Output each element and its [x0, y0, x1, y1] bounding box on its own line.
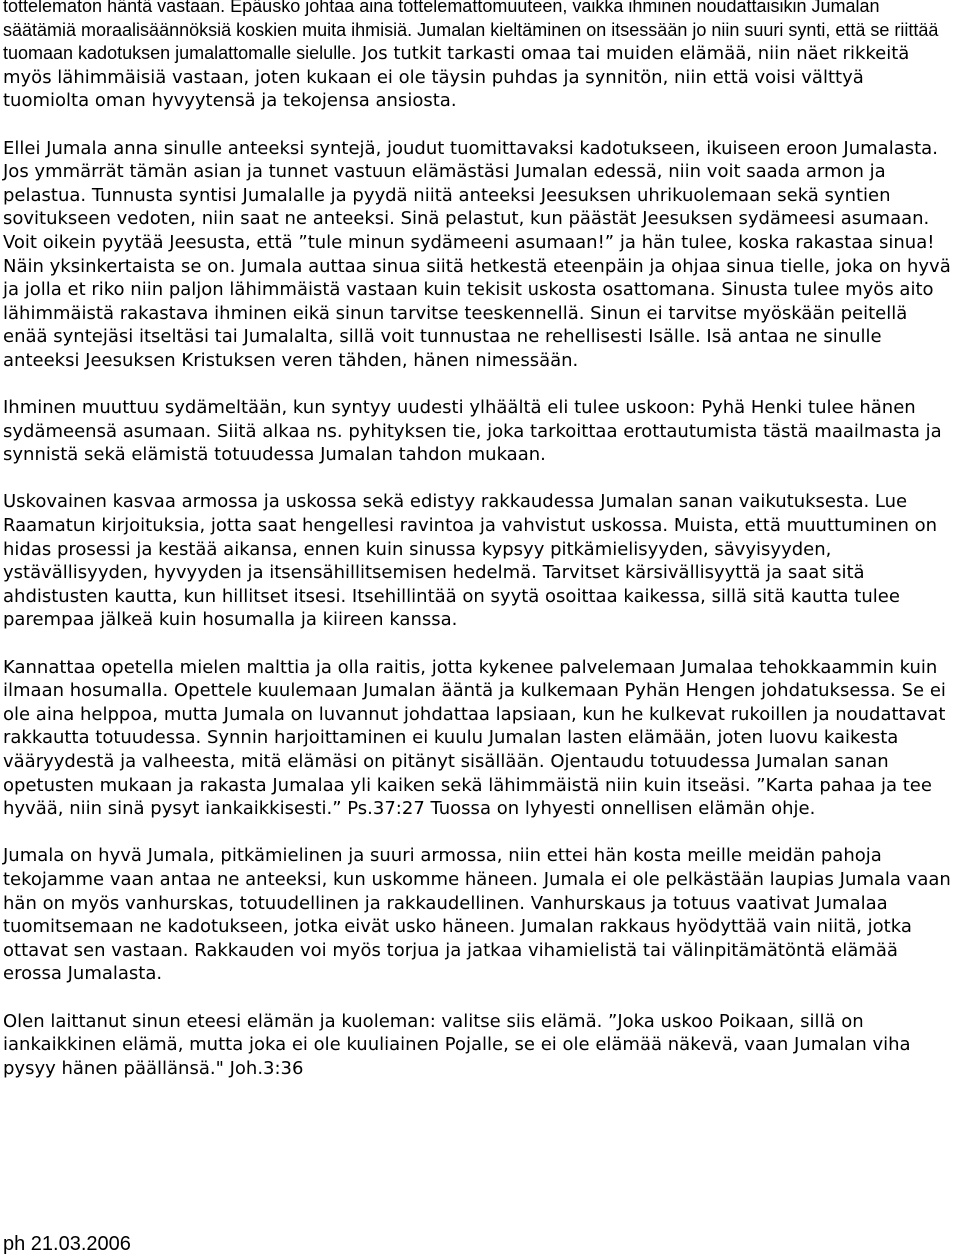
- paragraph-segment: Ellei Jumala anna sinulle anteeksi syntejä, joudut tuomittavaksi kadotukseen, ikuiseen eroon Jumalasta. Jos ymmärrät tämän asian ja tunnet vastuun elämästäsi Jumalan edessä, niin voit saada armon ja pelastua. Tunnusta syntisi Jumalalle ja pyydä niitä anteeksi Jeesuksen uhrikuolemaan sekä syntien sovitukseen vedoten, niin saat ne anteeksi. Sinä pelastut, kun päästät Jeesuksen sydämeesi asumaan. Voit oikein pyytää Jeesusta, että ”tule minun sydämeeni asumaan!” ja hän tulee, koska rakastaa sinua! Näin yksinkertaista se on. Jumala auttaa sinua siitä hetkestä eteenpäin ja ohjaa sinua tielle, joka on hyvä ja jolla et riko niin paljon lähimmäistä vastaan kuin tekisit uskosta osattomana. Sinusta tulee myös aito lähimmäistä rakastava ihminen eikä sinun tarvitse teeskennellä. Sinun ei tarvitse myöskään peitellä enää syntejäsi itseltäsi tai Jumalalta, sillä voit tunnustaa ne rehellisesti Isälle. Isä antaa ne sinulle anteeksi Jeesuksen Kristuksen veren tähden, hänen nimessään.: [3, 137, 951, 371]
- paragraph: [3, 844, 953, 986]
- paragraph: [3, 396, 953, 467]
- author-date-signature: ph 21.03.2006: [3, 1233, 131, 1255]
- document-body: [3, 0, 953, 1104]
- paragraph: [3, 656, 953, 821]
- paragraph: [3, 137, 953, 373]
- paragraph-segment: Jumala on hyvä Jumala, pitkämielinen ja suuri armossa, niin ettei hän kosta meille meidän pahoja tekojamme vaan antaa ne anteeksi, kun uskomme häneen. Jumala ei ole pelkästään laupias Jumala vaan hän on myös vanhurskas, totuudellinen ja rakkaudellinen. Vanhurskaus ja totuus vaativat Jumalaa tuomitsemaan ne kadotukseen, jotka eivät usko häneen. Jumalan rakkaus hyödyttää vain niitä, jotka ottavat sen vastaan. Rakkauden voi myös torjua ja jatkaa vihamielistä tai välinpitämätöntä elämää erossa Jumalasta.: [3, 845, 951, 985]
- paragraph: [3, 1010, 953, 1081]
- paragraph: [3, 0, 953, 113]
- paragraph-segment: tottelematon häntä vastaan. Epäusko johtaa aina tottelemattomuuteen, vaikka ihminen noudattaisikin Jumalan säätämiä moraalisäännöksiä koskien muita ihmisiä. Jumalan kieltäminen on itsessään jo niin suuri synti, että se riittää tuomaan kadotuksen jumalattomalle sielulle.: [3, 0, 939, 64]
- paragraph-segment: Olen laittanut sinun eteesi elämän ja kuoleman: valitse siis elämä. ”Joka uskoo Poikaan, sillä on iankaikkinen elämä, mutta joka ei ole kuuliainen Pojalle, se ei ole elämää näkevä, vaan Jumalan viha pysyy hänen päällänsä." Joh.3:36: [3, 1010, 911, 1079]
- paragraph-segment: Jos tutkit tarkasti omaa tai muiden elämää, niin näet rikkeitä myös lähimmäisiä vastaan, joten kukaan ei ole täysin puhdas ja synnitön, niin että voisi välttyä tuomiolta oman hyvyytensä ja tekojensa ansiosta.: [3, 43, 910, 112]
- paragraph-segment: Ihminen muuttuu sydämeltään, kun syntyy uudesti ylhäältä eli tulee uskoon: Pyhä Henki tulee hänen sydämeensä asumaan. Siitä alkaa ns. pyhityksen tie, joka tarkoittaa erottautumista tästä maailmasta ja synnistä sekä elämistä totuudessa Jumalan tahdon mukaan.: [3, 397, 942, 466]
- paragraph-segment: Kannattaa opetella mielen malttia ja olla raitis, jotta kykenee palvelemaan Jumalaa tehokkaammin kuin ilmaan hosumalla. Opettele kuulemaan Jumalan ääntä ja kulkemaan Pyhän Hengen johdatuksessa. Se ei ole aina helppoa, mutta Jumala on luvannut johdattaa lapsiaan, kun he kulkevat rukoillen ja noudattavat rakkautta totuudessa. Synnin harjoittaminen ei kuulu Jumalan lasten elämään, joten luovu kaikesta vääryydestä ja valheesta, mitä elämäsi on pitänyt sisällään. Ojentaudu totuudessa Jumalan sanan opetusten mukaan ja rakasta Jumalaa yli kaiken sekä lähimmäistä niin kuin itseäsi. ”Karta pahaa ja tee hyvää, niin sinä pysyt iankaikkisesti.” Ps.37:27 Tuossa on lyhyesti onnellisen elämän ohje.: [3, 656, 946, 820]
- paragraph-segment: Uskovainen kasvaa armossa ja uskossa sekä edistyy rakkaudessa Jumalan sanan vaikutuksesta. Lue Raamatun kirjoituksia, jotta saat hengellesi ravintoa ja vahvistut uskossa. Muista, että muuttuminen on hidas prosessi ja kestää aikansa, ennen kuin sinussa kypsyy pitkämielisyyden, sävyisyyden, ystävällisyyden, hyvyyden ja itsensähillitsemisen hedelmä. Tarvitset kärsivällisyyttä ja saat sitä ahdistusten kautta, kun hillitset itsesi. Itsehillintää on syytä osoittaa kaikessa, sillä sitä kautta tulee parempaa jälkeä kuin hosumalla ja kiireen kanssa.: [3, 491, 938, 631]
- paragraph: [3, 490, 953, 632]
